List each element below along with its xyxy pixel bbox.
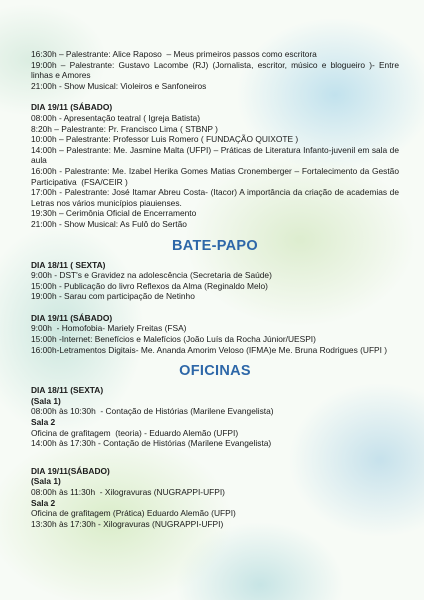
schedule-line: 9:00h - DST's e Gravidez na adolescência (Secretaria de Saúde) <box>31 270 272 281</box>
oficinas-saturday <box>31 466 399 530</box>
bate-papo-saturday <box>31 313 399 355</box>
section-title-oficinas: OFICINAS <box>179 363 251 380</box>
saturday-program <box>31 102 402 229</box>
schedule-line: 9:00h - Homofobia- Mariely Freitas (FSA) <box>31 323 187 334</box>
room-heading: (Sala 1) <box>31 395 61 406</box>
room-heading: Sala 2 <box>31 497 56 508</box>
day-heading: DIA 19/11 (SÁBADO) <box>31 312 113 323</box>
friday-continuation <box>31 49 402 91</box>
schedule-line: 08:00h às 11:30h - Xilogravuras (NUGRAPPI-UFPI) <box>31 487 225 497</box>
schedule-line: 16:00h-Letramentos Digitais- Me. Ananda Amorim Veloso (IFMA)e Me. Bruna Rodrigues (UFPI ) <box>31 344 388 355</box>
schedule-line: 19:30h – Cerimônia Oficial de Encerramento <box>31 208 197 219</box>
day-heading: DIA 19/11(SÁBADO) <box>31 465 110 476</box>
schedule-line: 13:30h às 17:30h - Xilogravuras (NUGRAPPI-UFPI) <box>31 518 224 529</box>
schedule-line: 21:00h - Show Musical: As Fulô do Sertão <box>31 218 187 229</box>
schedule-line: 19:00h - Sarau com participação de Netinho <box>31 291 195 302</box>
room-heading: Sala 2 <box>31 417 56 428</box>
schedule-line: 14:00h às 17:30h - Contação de Histórias (Marilene Evangelista) <box>31 438 272 449</box>
schedule-line: 19:00h – Palestrante: Gustavo Lacombe (RJ) (Jornalista, escritor, músico e blogueiro )- Entre linhas e Amores <box>31 59 402 81</box>
schedule-line: 16:30h – Palestrante: Alice Raposo – Meus primeiros passos como escritora <box>31 49 317 59</box>
day-heading: DIA 18/11 (SEXTA) <box>31 385 104 396</box>
schedule-line: 08:00h às 10:30h - Contação de Histórias (Marilene Evangelista) <box>31 406 274 417</box>
bate-papo-friday <box>31 260 399 302</box>
schedule-line: 10:00h – Palestrante: Professor Luis Romero ( FUNDAÇÃO QUIXOTE ) <box>31 134 299 145</box>
schedule-line: 08:00h - Apresentação teatral ( Igreja Batista) <box>31 112 200 123</box>
day-heading: DIA 19/11 (SÁBADO) <box>31 102 113 113</box>
schedule-line: 8:20h – Palestrante: Pr. Francisco Lima ( STBNP ) <box>31 123 218 134</box>
day-heading: DIA 18/11 ( SEXTA) <box>31 259 106 270</box>
oficinas-friday <box>31 385 399 449</box>
schedule-line: 15:00h -Internet: Benefícios e Malefícios (João Luís da Rocha Júnior/UESPI) <box>31 334 316 345</box>
schedule-line: Oficina de grafitagem (Prática) Eduardo Alemão (UFPI) <box>31 508 236 519</box>
schedule-line: Oficina de grafitagem (teoria) - Eduardo Alemão (UFPI) <box>31 427 239 438</box>
schedule-line: 14:00h – Palestrante: Me. Jasmine Malta (UFPI) – Práticas de Literatura Infanto-juvenil em sala de aula <box>31 144 402 166</box>
schedule-line: 21:00h - Show Musical: Violeiros e Sanfoneiros <box>31 80 207 91</box>
schedule-line: 17:00h - Palestrante: José Itamar Abreu Costa- (Itacor) A importância da criação de academias de Letras nos vários municípios piauienses. <box>31 187 402 208</box>
room-heading: (Sala 1) <box>31 476 61 487</box>
section-title-bate-papo: BATE-PAPO <box>172 237 258 254</box>
schedule-line: 16:00h - Palestrante: Me. Izabel Herika Gomes Matias Cronemberger – Fortalecimento da Gestão Participativa (FSA/CEIR ) <box>31 165 402 187</box>
program-content <box>31 49 402 529</box>
schedule-line: 15:00h - Publicação do livro Reflexos da Alma (Reginaldo Melo) <box>31 280 268 291</box>
